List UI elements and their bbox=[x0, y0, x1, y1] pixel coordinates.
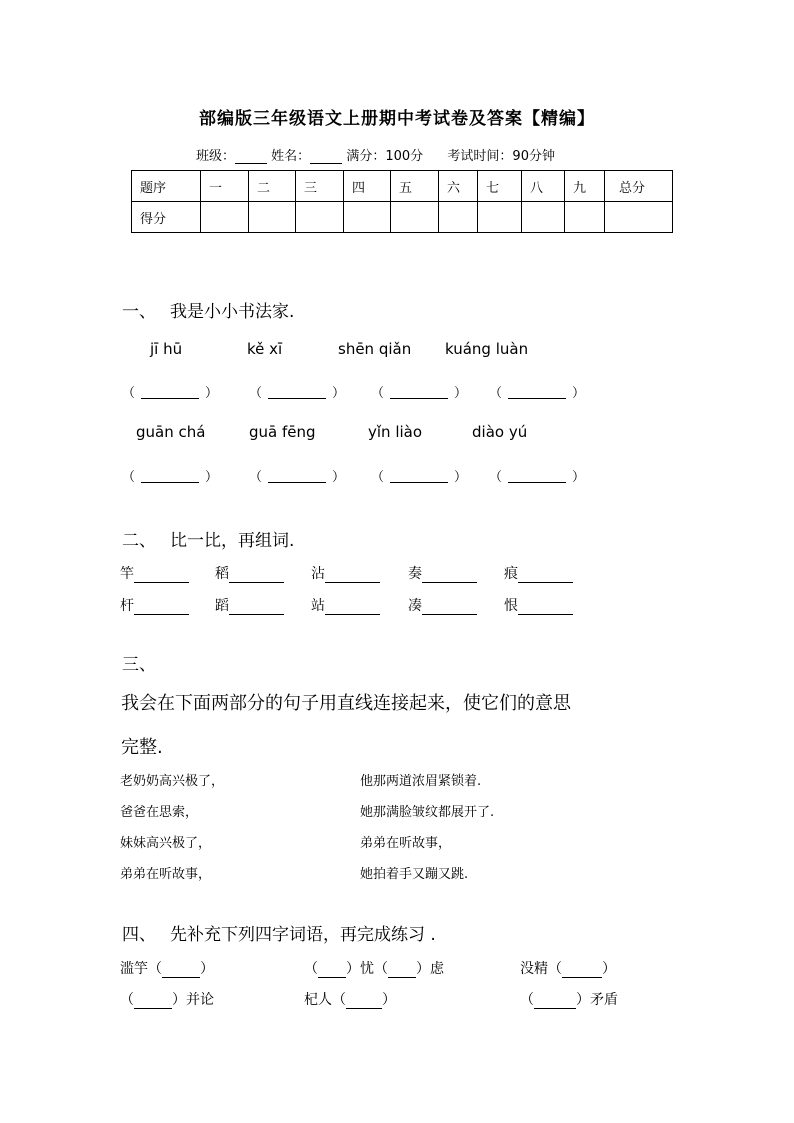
answer-blank[interactable]: （ ） bbox=[371, 470, 468, 485]
pinyin-item: guā fēng bbox=[249, 423, 316, 441]
pinyin-item: diào yú bbox=[472, 423, 528, 441]
name-label: 姓名： bbox=[271, 149, 311, 164]
section2-heading bbox=[122, 526, 294, 551]
char-blank[interactable]: 沾 bbox=[311, 563, 380, 583]
idiom-blank[interactable]: 杞人（ ） bbox=[304, 992, 396, 1008]
answer-blank[interactable]: （ ） bbox=[489, 386, 586, 401]
table-header-cell: 二 bbox=[249, 171, 296, 202]
table-header-cell: 三 bbox=[296, 171, 344, 202]
pinyin-item: kě xī bbox=[247, 340, 283, 358]
score-cell[interactable] bbox=[478, 202, 522, 233]
score-row-label: 得分 bbox=[132, 202, 201, 233]
section4-title: 先补充下列四字词语，再完成练习 . bbox=[170, 925, 436, 945]
char-blank[interactable]: 杆 bbox=[120, 595, 189, 615]
char-blank[interactable]: 蹈 bbox=[215, 595, 284, 615]
section3-instruction: 我会在下面两部分的句子用直线连接起来，使它们的意思 bbox=[121, 693, 571, 714]
score-cell[interactable] bbox=[201, 202, 249, 233]
match-right-item[interactable]: 他那两道浓眉紧锁着. bbox=[360, 774, 482, 789]
table-header-cell: 六 bbox=[439, 171, 478, 202]
idiom-blank[interactable]: （ ）并论 bbox=[120, 992, 214, 1008]
table-header-cell: 总分 bbox=[605, 171, 673, 202]
answer-blank[interactable]: （ ） bbox=[489, 470, 586, 485]
match-right-item[interactable]: 她那满脸皱纹都展开了. bbox=[360, 805, 495, 820]
char-blank[interactable]: 稻 bbox=[215, 563, 284, 583]
idiom-blank[interactable]: （ ）矛盾 bbox=[520, 992, 618, 1008]
pinyin-item: shēn qiǎn bbox=[338, 340, 412, 358]
match-right-item[interactable]: 弟弟在听故事， bbox=[360, 836, 452, 851]
score-cell[interactable] bbox=[391, 202, 439, 233]
answer-blank[interactable]: （ ） bbox=[249, 386, 346, 401]
match-left-item[interactable]: 老奶奶高兴极了， bbox=[120, 774, 225, 789]
class-blank[interactable] bbox=[235, 149, 267, 164]
char-blank[interactable]: 凑 bbox=[408, 595, 477, 615]
score-cell[interactable] bbox=[296, 202, 344, 233]
answer-blank[interactable]: （ ） bbox=[122, 470, 219, 485]
char-blank[interactable]: 站 bbox=[311, 595, 380, 615]
section4-heading bbox=[122, 920, 436, 945]
table-header-cell: 一 bbox=[201, 171, 249, 202]
score-cell[interactable] bbox=[605, 202, 673, 233]
section1-number: 一、 bbox=[122, 302, 156, 322]
char-blank[interactable]: 奏 bbox=[408, 563, 477, 583]
char-blank[interactable]: 竿 bbox=[120, 563, 189, 583]
table-header-cell: 五 bbox=[391, 171, 439, 202]
char-blank[interactable]: 痕 bbox=[504, 563, 573, 583]
score-table-score-row bbox=[132, 202, 673, 233]
char-blank[interactable]: 恨 bbox=[504, 595, 573, 615]
pinyin-item: jī hū bbox=[150, 340, 183, 358]
section2-title: 比一比，再组词. bbox=[170, 531, 295, 551]
score-cell[interactable] bbox=[565, 202, 605, 233]
section3-instruction-cont: 完整. bbox=[121, 737, 163, 758]
pinyin-item: kuáng luàn bbox=[445, 340, 529, 358]
answer-blank[interactable]: （ ） bbox=[122, 386, 219, 401]
table-header-cell: 题序 bbox=[132, 171, 201, 202]
score-cell[interactable] bbox=[344, 202, 391, 233]
answer-blank[interactable]: （ ） bbox=[371, 386, 468, 401]
table-header-cell: 七 bbox=[478, 171, 522, 202]
section2-number: 二、 bbox=[122, 531, 156, 551]
score-table bbox=[131, 170, 673, 233]
table-header-cell: 八 bbox=[522, 171, 565, 202]
score-cell[interactable] bbox=[439, 202, 478, 233]
score-cell[interactable] bbox=[522, 202, 565, 233]
idiom-blank[interactable]: （ ）忧（ ）虑 bbox=[304, 961, 444, 977]
class-label: 班级： bbox=[196, 149, 236, 164]
table-header-cell: 九 bbox=[565, 171, 605, 202]
match-left-item[interactable]: 弟弟在听故事， bbox=[120, 867, 212, 882]
match-right-item[interactable]: 她拍着手又蹦又跳. bbox=[360, 867, 469, 882]
section3-number: 三、 bbox=[122, 655, 156, 675]
section4-number: 四、 bbox=[122, 925, 156, 945]
pinyin-item: guān chá bbox=[136, 423, 206, 441]
full-score-label: 满分：100分 bbox=[346, 149, 424, 164]
score-table-header-row bbox=[132, 171, 673, 202]
pinyin-item: yǐn liào bbox=[368, 423, 423, 441]
name-blank[interactable] bbox=[310, 149, 342, 164]
exam-time-label: 考试时间：90分钟 bbox=[447, 149, 555, 164]
page-title: 部编版三年级语文上册期中考试卷及答案【精编】 bbox=[199, 109, 595, 129]
idiom-blank[interactable]: 没精（ ） bbox=[520, 961, 616, 977]
exam-info-line bbox=[196, 145, 555, 164]
section1-title: 我是小小书法家. bbox=[170, 302, 295, 322]
answer-blank[interactable]: （ ） bbox=[249, 470, 346, 485]
match-left-item[interactable]: 妹妹高兴极了， bbox=[120, 836, 212, 851]
match-left-item[interactable]: 爸爸在思索， bbox=[120, 805, 199, 820]
idiom-blank[interactable]: 滥竽（ ） bbox=[120, 961, 214, 977]
score-cell[interactable] bbox=[249, 202, 296, 233]
section1-heading bbox=[122, 297, 294, 322]
table-header-cell: 四 bbox=[344, 171, 391, 202]
